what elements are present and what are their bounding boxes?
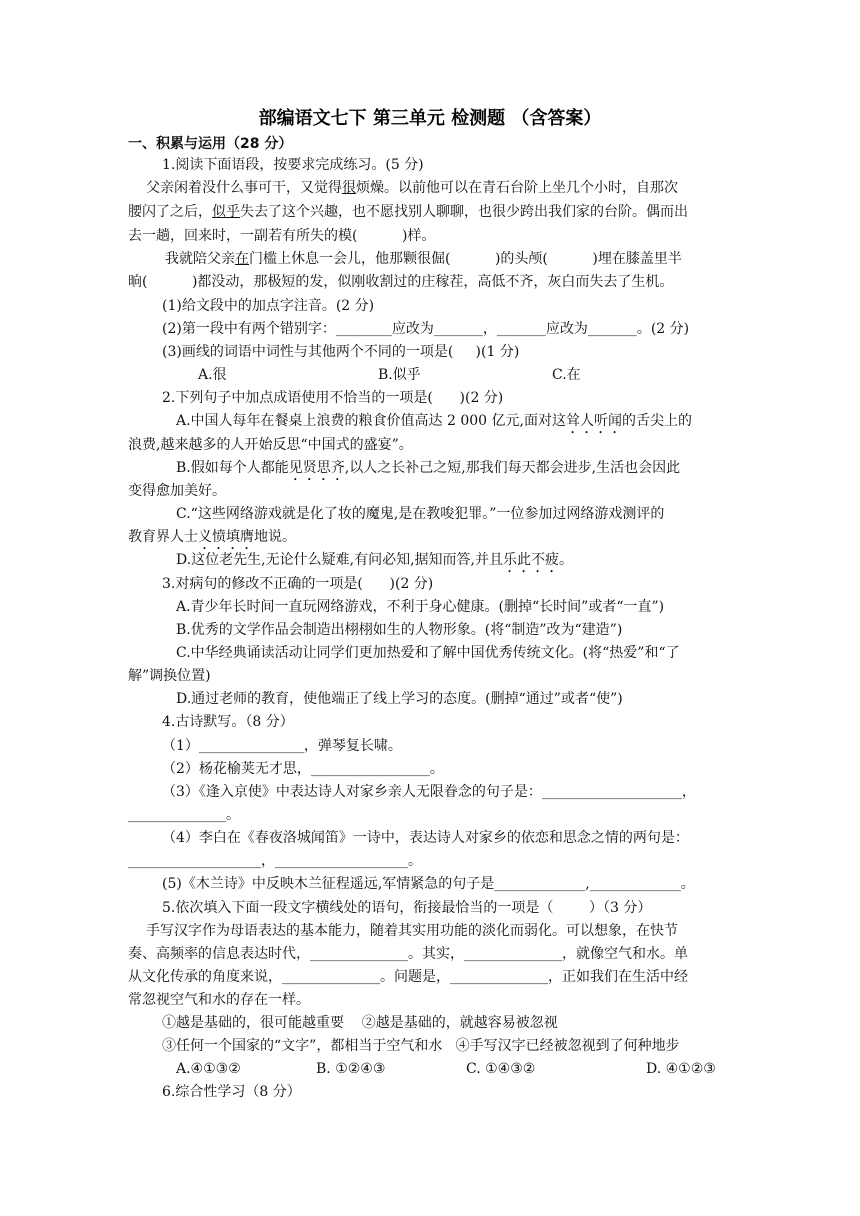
- underlined-word: 似乎: [212, 204, 240, 220]
- q3-option-d: D.通过老师的教育，使他端正了线上学习的态度。(删掉“通过”或者“使”): [176, 691, 623, 707]
- q5-passage-line: 从文化传承的角度来说，______________。问题是，______________，正如我们在生活中经: [128, 969, 688, 985]
- dotted-idiom: 义愤填膺: [198, 529, 254, 545]
- q1-passage-line: 腰闪了之后，似乎失去了这个兴趣，也不愿找别人聊聊，也很少跨出我们家的台阶。偶而出: [128, 204, 688, 220]
- q3-option-c-cont: 解”调换位置): [128, 668, 211, 684]
- q2-option-d: D.这位老先生,无论什么疑难,有问必知,据知而答,并且乐此不疲。: [176, 552, 573, 568]
- q4-stem: 4.古诗默写。（8 分）: [162, 714, 294, 730]
- q1-sub1: (1)给文段中的加点字注音。(2 分): [162, 298, 375, 314]
- q4-sub2: （2）杨花榆荚无才思，_________________。: [162, 761, 444, 777]
- q4-sub4: （4）李白在《春夜洛城闻笛》一诗中，表达诗人对家乡的依恋和思念之情的两句是：: [162, 830, 689, 846]
- q5-option-d: D. ④①②③: [646, 1061, 716, 1077]
- q3-stem: 3.对病句的修改不正确的一项是( )(2 分): [162, 576, 434, 592]
- q1-stem: 1.阅读下面语段，按要求完成练习。(5 分): [162, 157, 424, 173]
- q2-option-b-cont: 变得愈加美好。: [128, 483, 226, 499]
- q3-option-c: C.中华经典诵读活动让同学们更加热爱和了解中国优秀传统文化。(将“热爱”和“了: [176, 645, 680, 661]
- q4-sub4-cont: ___________________，___________________。: [128, 853, 422, 869]
- q2-stem: 2.下列句子中加点成语使用不恰当的一项是( )(2 分): [162, 390, 504, 406]
- q2-option-b: B.假如每个人都能见贤思齐,以人之长补己之短,那我们每天都会进步,生活也会因此: [176, 460, 681, 476]
- q5-option-b: B. ①②④③: [316, 1061, 386, 1077]
- q2-option-c-cont: 教育界人士义愤填膺地说。: [128, 529, 296, 545]
- q5-passage-line: 手写汉字作为母语表达的基本能力，随着其实用功能的淡化而弱化。可以想象，在快节: [146, 923, 678, 939]
- underlined-word: 很: [342, 180, 356, 196]
- page-title: 部编语文七下 第三单元 检测题 （含答案）: [258, 108, 602, 129]
- q4-sub3: （3）《逢入京使》中表达诗人对家乡亲人无限眷念的句子是：____________________，: [162, 784, 696, 800]
- q3-option-b: B.优秀的文学作品会制造出栩栩如生的人物形象。(将“制造”改为“建造”): [176, 622, 623, 638]
- q4-sub1: （1）_______________，弹琴复长啸。: [162, 738, 402, 754]
- q4-sub5: (5)《木兰诗》中反映木兰征程遥远,军情紧急的句子是_____________,_____________。: [162, 876, 695, 892]
- q4-sub3-cont: ______________。: [128, 807, 240, 823]
- dotted-idiom: 耸人听闻: [566, 413, 622, 429]
- q5-choices: ①越是基础的，很可能越重要 ②越是基础的，就越容易被忽视: [162, 1015, 558, 1031]
- q1-passage-line: 去一趟，回来时，一副若有所失的模( )样。: [128, 228, 436, 244]
- q1-option-b: B.似乎: [378, 367, 421, 383]
- dotted-idiom: 乐此不疲: [502, 552, 559, 568]
- q5-choices: ③任何一个国家的“文字”，都相当于空气和水 ④手写汉字已经被忽视到了何种地步: [162, 1038, 680, 1054]
- q2-option-a: A.中国人每年在餐桌上浪费的粮食价值高达 2 000 亿元,面对这耸人听闻的舌尖上的: [176, 413, 692, 429]
- q5-option-a: A.④①③②: [176, 1061, 241, 1077]
- q1-option-a: A.很: [198, 367, 227, 383]
- q1-sub2: (2)第一段中有两个错别字：________应改为_______，_______应改为_______。(2 分): [162, 321, 690, 337]
- section-heading: 一、积累与运用（28 分）: [128, 136, 293, 152]
- q5-passage-line: 常忽视空气和水的存在一样。: [128, 992, 310, 1008]
- q5-stem: 5.依次填入下面一段文字横线处的语句，衔接最恰当的一项是（ ）（3 分）: [162, 900, 652, 916]
- q1-passage-line: 父亲闲着没什么事可干，又觉得很烦燥。以前他可以在青石台阶上坐几个小时，自那次: [146, 180, 678, 196]
- q1-sub3: (3)画线的词语中词性与其他两个不同的一项是( )(1 分): [162, 344, 520, 360]
- q2-option-a-cont: 浪费,越来越多的人开始反思“中国式的盛宴”。: [128, 437, 413, 453]
- q5-option-c: C. ①④③②: [466, 1061, 536, 1077]
- q5-passage-line: 奏、高频率的信息表达时代，______________。其实，______________，就像空气和水。单: [128, 946, 688, 962]
- dotted-idiom: 见贤思齐: [288, 460, 345, 476]
- q1-passage-line: 晌( )都没动，那极短的发，似刚收割过的庄稼茬，高低不齐，灰白而失去了生机。: [128, 274, 674, 290]
- underlined-word: 在: [235, 251, 249, 267]
- q1-passage-line: 我就陪父亲在门槛上休息一会儿，他那颗很倔( )的头颅( )埋在膝盖里半: [165, 251, 682, 267]
- q3-option-a: A.青少年长时间一直玩网络游戏，不利于身心健康。(删掉“长时间”或者“一直”): [176, 599, 665, 615]
- q1-option-c: C.在: [552, 367, 581, 383]
- q2-option-c: C.“这些网络游戏就是化了妆的魔鬼,是在教唆犯罪。”一位参加过网络游戏测评的: [176, 506, 665, 522]
- q6-stem: 6.综合性学习（8 分）: [162, 1084, 301, 1100]
